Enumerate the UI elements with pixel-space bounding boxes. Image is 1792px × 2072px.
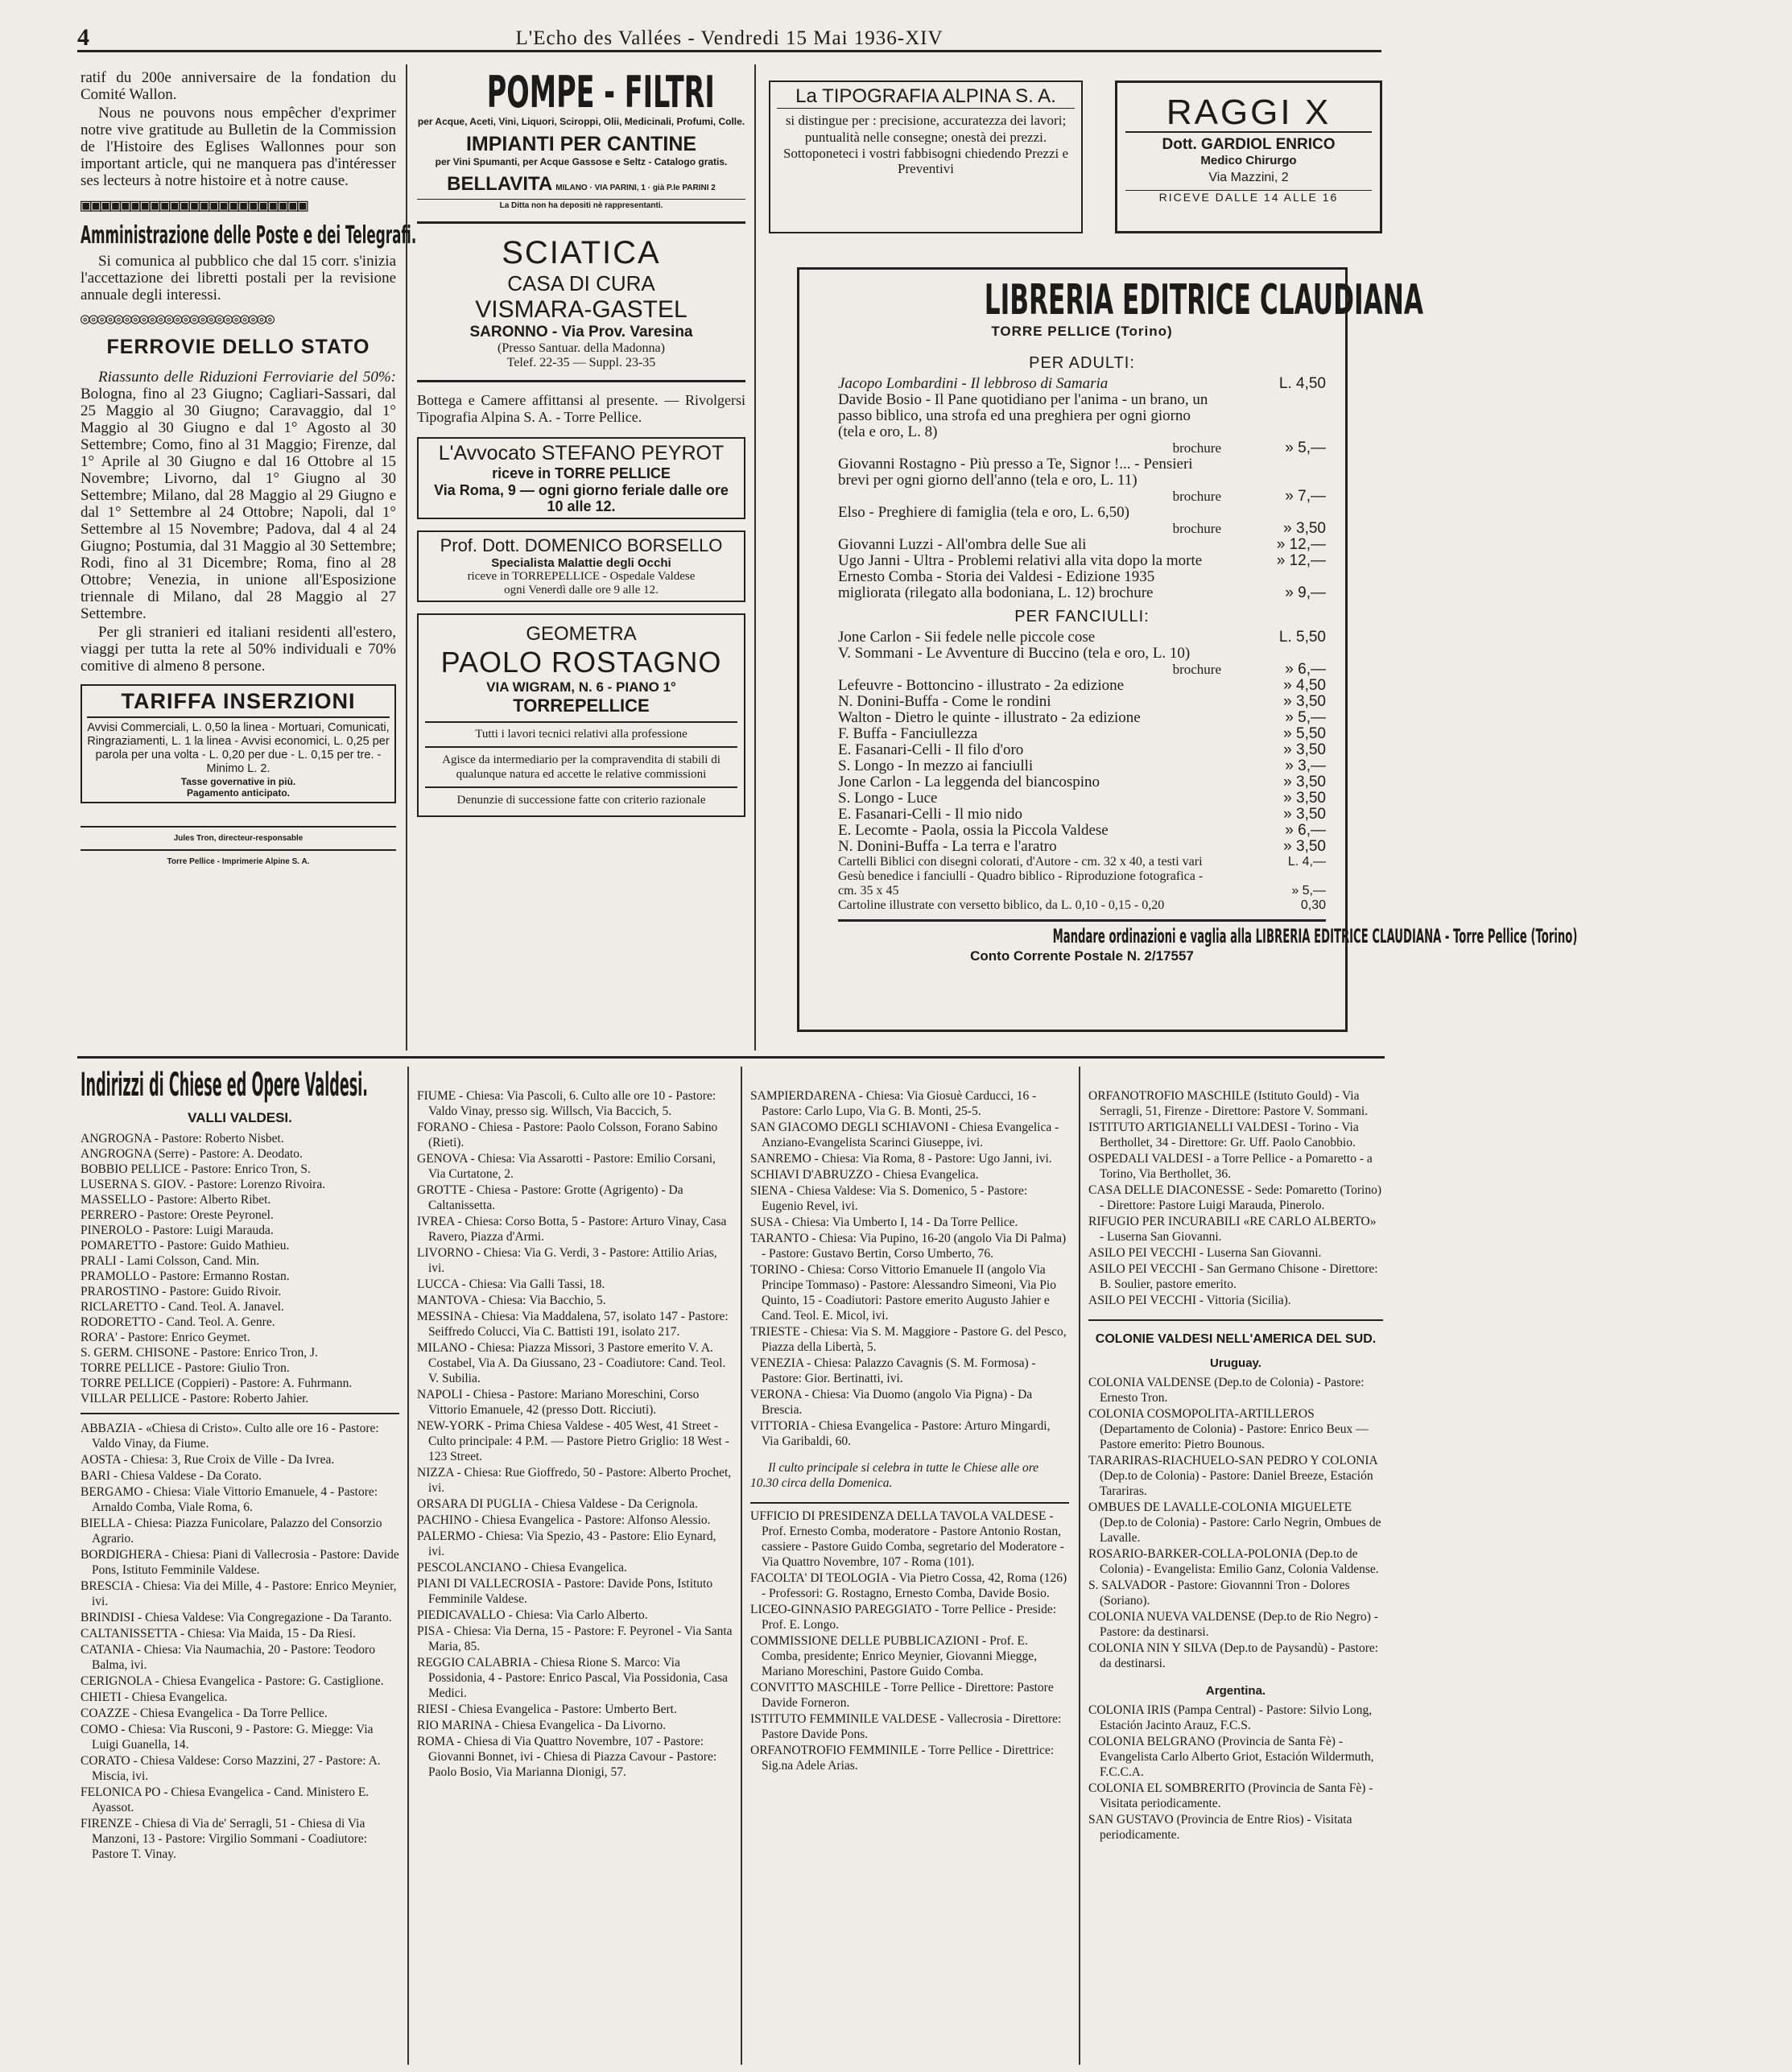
book-item: Giovanni Rostagno - Più presso a Te, Signor !... - Pensieri brevi per ogni giorno dell'anno (tela e oro, L. 11) brochure » 7,— <box>838 456 1326 505</box>
column-rule <box>406 64 407 1050</box>
directory-entry: PRAMOLLO - Pastore: Ermanno Rostan. <box>81 1269 290 1283</box>
directory-entry: TARANTO - Chiesa: Via Pupino, 16-20 (angolo Via Di Palma) - Pastore: Gustavo Bertin, Corso Umberto, 76. <box>750 1232 1067 1261</box>
directory-entry: OSPEDALI VALDESI - a Torre Pellice - a Pomaretto - a Torino, Via Berthollet, 36. <box>1088 1152 1373 1181</box>
culto-note: Il culto principale si celebra in tutte le Chiese alle ore 10.30 circa della Domenica. <box>750 1461 1039 1490</box>
directory-entry: SAN GUSTAVO (Provincia de Entre Rios) - Visitata periodicamente. <box>1088 1813 1352 1842</box>
ornament-rule: ▣▣▣▣▣▣▣▣▣▣▣▣▣▣▣▣▣▣▣▣▣▣▣ <box>81 196 308 216</box>
directory-entry: COLONIA COSMOPOLITA-ARTILLEROS (Departamento de Colonia) - Pastore: Enrico Beux — Pastore emerito: Pietro Bounous. <box>1088 1407 1369 1451</box>
directory-entry: CERIGNOLA - Chiesa Evangelica - Pastore: G. Castiglione. <box>81 1674 384 1688</box>
directory-entry: BOBBIO PELLICE - Pastore: Enrico Tron, S. <box>81 1162 311 1176</box>
casa-cura: CASA DI CURA <box>507 271 655 295</box>
column-middle <box>417 69 745 1051</box>
book-item: Jacopo Lombardini - Il lebbroso di Samaria L. 4,50 <box>838 375 1326 392</box>
directory-entry: MESSINA - Chiesa: Via Maddalena, 57, isolato 147 - Pastore: Seiffredo Colucci, Via C. Battisti 191, isolato 217. <box>417 1310 729 1339</box>
directory-list <box>81 1421 399 1862</box>
page-header <box>77 23 1381 52</box>
raggi-name: Dott. GARDIOL ENRICO <box>1162 136 1336 153</box>
directory-entry: COLONIA NUEVA VALDENSE (Dep.to de Rio Negro) - Pastore: da destinarsi. <box>1088 1610 1378 1639</box>
directory-list <box>1088 1375 1383 1671</box>
directory-entry: PESCOLANCIANO - Chiesa Evangelica. <box>417 1561 627 1575</box>
directory-entry: PRAROSTINO - Pastore: Guido Rivoir. <box>81 1285 282 1298</box>
saronno-address: SARONNO - Via Prov. Varesina <box>469 324 693 341</box>
imprint-printer: Torre Pellice - Imprimerie Alpine S. A. <box>167 857 310 866</box>
avvocato-title: L'Avvocato STEFANO PEYROT <box>438 442 725 464</box>
directory-col-3 <box>750 1088 1069 2065</box>
book-item: Ernesto Comba - Storia dei Valdesi - Edizione 1935 migliorata (rilegato alla bodoniana, L. 12) brochure » 9,— <box>838 568 1326 601</box>
directory-entry: ABBAZIA - «Chiesa di Cristo». Culto alle ore 16 - Pastore: Valdo Vinay, da Fiume. <box>81 1422 379 1451</box>
column-rule <box>754 64 756 1050</box>
directory-list <box>750 1088 1069 1449</box>
directory-entry: ISTITUTO FEMMINILE VALDESE - Vallecrosia - Direttore: Pastore Davide Pons. <box>750 1712 1062 1741</box>
directory-entry: CHIETI - Chiesa Evangelica. <box>81 1690 228 1704</box>
directory-col-1 <box>81 1067 399 2065</box>
directory-entry: PRALI - Lami Colsson, Cand. Min. <box>81 1254 260 1268</box>
directory-entry: ASILO PEI VECCHI - Luserna San Giovanni. <box>1088 1246 1322 1260</box>
directory-entry: CASA DELLE DIACONESSE - Sede: Pomaretto (Torino) - Direttore: Pastore Luigi Marauda, Pinerolo. <box>1088 1183 1381 1212</box>
directory-entry: PIEDICAVALLO - Chiesa: Via Carlo Alberto. <box>417 1608 648 1622</box>
ferrovie-text-2: Per gli stranieri ed italiani residenti all'estero, viaggi per tutta la rete al 50% individuali e 70% comitive di almeno 8 persone. <box>81 624 396 675</box>
vismara-name: VISMARA-GASTEL <box>475 296 687 323</box>
directory-entry: FIUME - Chiesa: Via Pascoli, 6. Culto alle ore 10 - Pastore: Valdo Vinay, presso sig. Willsch, Via Baccich, 5. <box>417 1089 716 1118</box>
doctor-ad <box>417 530 745 602</box>
directory-entry: ASILO PEI VECCHI - Vittoria (Sicilia). <box>1088 1294 1291 1307</box>
bellavita-note: La Ditta non ha depositi nè rappresentanti. <box>417 199 745 210</box>
book-item: Ugo Janni - Ultra - Problemi relativi alla vita dopo la morte » 12,— <box>838 552 1326 569</box>
doctor-specialty: Specialista Malattie degli Occhi <box>491 556 671 570</box>
book-item: S. Longo - Luce » 3,50 <box>838 790 1326 807</box>
directory-list <box>1088 1703 1383 1843</box>
directory-entry: ANGROGNA - Pastore: Roberto Nisbet. <box>81 1132 284 1145</box>
book-item: Jone Carlon - Sii fedele nelle piccole cose L. 5,50 <box>838 629 1326 646</box>
ferrovie-title: FERROVIE DELLO STATO <box>106 336 370 358</box>
ferrovie-lead: Riassunto delle Riduzioni Ferroviarie del 50%: <box>98 369 396 386</box>
directory-entry: RIO MARINA - Chiesa Evangelica - Da Livorno. <box>417 1719 667 1732</box>
geometra-line: Denunzie di successione fatte con criterio razionale <box>456 794 706 807</box>
book-list-adulti <box>838 376 1326 601</box>
directory-entry: BRESCIA - Chiesa: Via dei Mille, 4 - Pastore: Enrico Meynier, ivi. <box>81 1579 397 1608</box>
avvocato-line: riceve in TORRE PELLICE <box>492 465 671 481</box>
directory-entry: UFFICIO DI PRESIDENZA DELLA TAVOLA VALDESE - Prof. Ernesto Comba, moderatore - Pastore Antonio Rostan, cassiere - Pastore Guido Comba, segretario del Moderatore - Via Quattro Novembre, 107 - Roma (101). <box>750 1509 1064 1569</box>
directory-entry: PERRERO - Pastore: Oreste Peyronel. <box>81 1208 274 1222</box>
book-item: Lefeuvre - Bottoncino - illustrato - 2a edizione » 4,50 <box>838 677 1326 694</box>
book-item: N. Donini-Buffa - La terra e l'aratro » 3,50 <box>838 838 1326 855</box>
directory-entry: LICEO-GINNASIO PAREGGIATO - Torre Pellice - Preside: Prof. E. Longo. <box>750 1603 1057 1632</box>
directory-entry: LUCCA - Chiesa: Via Galli Tassi, 18. <box>417 1277 605 1291</box>
doctor-line: riceve in TORREPELLICE - Ospedale Valdese <box>467 570 696 583</box>
directory-entry: ASILO PEI VECCHI - San Germano Chisone - Direttore: B. Soulier, pastore emerito. <box>1088 1262 1378 1291</box>
directory-entry: FORANO - Chiesa - Pastore: Paolo Colsson, Forano Sabino (Rieti). <box>417 1121 718 1150</box>
directory-entry: RORA' - Pastore: Enrico Geymet. <box>81 1331 250 1344</box>
geometra-town: TORREPELLICE <box>513 695 650 716</box>
directory-entry: MANTOVA - Chiesa: Via Bacchio, 5. <box>417 1294 606 1307</box>
directory-entry: BORDIGHERA - Chiesa: Piani di Vallecrosia - Pastore: Davide Pons, Istituto Femminile Valdese. <box>81 1548 399 1577</box>
directory-entry: CALTANISSETTA - Chiesa: Via Maida, 15 - Da Riesi. <box>81 1627 356 1641</box>
directory-entry: VITTORIA - Chiesa Evangelica - Pastore: Arturo Mingardi, Via Garibaldi, 60. <box>750 1419 1051 1448</box>
book-list-fanciulli <box>838 629 1326 913</box>
directory-list <box>417 1088 733 1780</box>
directory-entry: COLONIA EL SOMBRERITO (Provincia de Santa Fè) - Visitata periodicamente. <box>1088 1781 1373 1810</box>
directory-list <box>1088 1088 1383 1308</box>
intro-text: ratif du 200e anniversaire de la fondation du Comité Wallon. <box>81 69 396 103</box>
book-item: E. Fasanari-Celli - Il mio nido » 3,50 <box>838 806 1326 823</box>
directory-entry: ROMA - Chiesa di Via Quattro Novembre, 107 - Pastore: Giovanni Bonnet, ivi - Chiesa di Piazza Cavour - Pastore: Paolo Bosio, Via Marianna Dionigi, 57. <box>417 1735 717 1779</box>
directory-entry: PIANI DI VALLECROSIA - Pastore: Davide Pons, Istituto Femminile Valdese. <box>417 1577 713 1606</box>
pompe-ad <box>417 69 745 210</box>
poste-text: Si comunica al pubblico che dal 15 corr. s'inizia l'accettazione dei libretti postali per la revisione annuale degli interessi. <box>81 253 396 303</box>
directory-entry: REGGIO CALABRIA - Chiesa Rione S. Marco: Via Possidonia, 4 - Pastore: Enrico Pascal, Via Possidonia, Casa Medici. <box>417 1656 729 1700</box>
bellavita-address: MILANO · VIA PARINI, 1 · già P.le PARINI 2 <box>555 184 716 192</box>
book-item: Giovanni Luzzi - All'ombra delle Sue ali » 12,— <box>838 536 1326 553</box>
directory-entry: MASSELLO - Pastore: Alberto Ribet. <box>81 1193 271 1207</box>
directory-list <box>81 1131 399 1406</box>
directory-entry: CATANIA - Chiesa: Via Naumachia, 20 - Pastore: Teodoro Balma, ivi. <box>81 1643 375 1672</box>
directory-entry: FACOLTA' DI TEOLOGIA - Via Pietro Cossa, 42, Roma (126) - Professori: G. Rostagno, Ernesto Comba, Davide Bosio. <box>750 1571 1067 1600</box>
book-item: Elso - Preghiere di famiglia (tela e oro, L. 6,50) brochure » 3,50 <box>838 504 1326 537</box>
directory-entry: TARARIRAS-RIACHUELO-SAN PEDRO Y COLONIA (Dep.to de Colonia) - Pastore: Daniel Breeze, Estación Tarariras. <box>1088 1454 1377 1498</box>
libreria-conto: Conto Corrente Postale N. 2/17557 <box>970 948 1194 964</box>
directory-list <box>750 1509 1069 1773</box>
column-rule <box>741 1067 742 2065</box>
imprint-director: Jules Tron, directeur-responsable <box>173 834 303 843</box>
directory-entry: GROTTE - Chiesa - Pastore: Grotte (Agrigento) - Da Caltanissetta. <box>417 1183 683 1212</box>
directory-entry: VENEZIA - Chiesa: Palazzo Cavagnis (S. M. Formosa) - Pastore: Gior. Bertinatti, ivi. <box>750 1356 1036 1385</box>
directory-entry: BERGAMO - Chiesa: Viale Vittorio Emanuele, 4 - Pastore: Arnaldo Comba, Viale Roma, 6. <box>81 1485 378 1514</box>
directory-entry: S. SALVADOR - Pastore: Giovannni Tron - Dolores (Soriano). <box>1088 1579 1350 1608</box>
directory-col-4 <box>1088 1088 1383 2065</box>
directory-entry: FIRENZE - Chiesa di Via de' Serragli, 51 - Chiesa di Via Manzoni, 13 - Pastore: Virgilio Sommani - Coadiutore: Pastore T. Vinay. <box>81 1817 368 1861</box>
column-left <box>81 69 417 1051</box>
directory-entry: BARI - Chiesa Valdese - Da Corato. <box>81 1469 262 1483</box>
valli-heading: VALLI VALDESI. <box>188 1110 292 1125</box>
geometra-title: GEOMETRA <box>526 623 637 645</box>
tariffa-note: Tasse governative in più. <box>180 776 296 787</box>
sciatica-title: SCIATICA <box>502 235 661 270</box>
directory-entry: COLONIA VALDENSE (Dep.to de Colonia) - Pastore: Ernesto Tron. <box>1088 1376 1365 1405</box>
directory-entry: RODORETTO - Cand. Teol. A. Genre. <box>81 1315 275 1329</box>
avvocato-line: Via Roma, 9 — ogni giorno feriale dalle ore 10 alle 12. <box>434 482 729 514</box>
directory-entry: PACHINO - Chiesa Evangelica - Pastore: Alfonso Alessio. <box>417 1513 711 1527</box>
book-item: Gesù benedice i fanciulli - Quadro biblico - Riproduzione fotografica - cm. 35 x 45 » 5,— <box>838 869 1326 898</box>
bellavita-name: BELLAVITA <box>447 173 553 195</box>
directory-entry: COLONIA NIN Y SILVA (Dep.to de Paysandù) - Pastore: da destinarsi. <box>1088 1641 1379 1670</box>
directory-entry: SAMPIERDARENA - Chiesa: Via Giosuè Carducci, 16 - Pastore: Carlo Lupo, Via G. B. Monti, 25-5. <box>750 1089 1037 1118</box>
directory-entry: ORSARA DI PUGLIA - Chiesa Valdese - Da Cerignola. <box>417 1497 698 1511</box>
argentina-heading: Argentina. <box>1205 1684 1266 1698</box>
directory-entry: LUSERNA S. GIOV. - Pastore: Lorenzo Rivoira. <box>81 1178 326 1191</box>
section-adulti: PER ADULTI: <box>1029 354 1135 372</box>
colonie-heading: COLONIE VALDESI NELL'AMERICA DEL SUD. <box>1095 1332 1377 1346</box>
directory-entry: COMO - Chiesa: Via Rusconi, 9 - Pastore: G. Miegge: Via Luigi Guanella, 14. <box>81 1723 374 1752</box>
book-item: Jone Carlon - La leggenda del biancospino » 3,50 <box>838 774 1326 790</box>
directory-entry: ISTITUTO ARTIGIANELLI VALDESI - Torino - Via Berthollet, 34 - Direttore: Gr. Uff. Paolo Canobbio. <box>1088 1121 1359 1150</box>
column-rule <box>1079 1067 1080 2065</box>
indirizzi-title: Indirizzi di Chiese ed Opere Valdesi. <box>81 1067 368 1104</box>
book-item: E. Fasanari-Celli - Il filo d'oro » 3,50 <box>838 741 1326 758</box>
directory-entry: PINEROLO - Pastore: Luigi Marauda. <box>81 1224 274 1237</box>
directory-entry: CORATO - Chiesa Valdese: Corso Mazzini, 27 - Pastore: A. Miscia, ivi. <box>81 1754 381 1783</box>
geometra-address: VIA WIGRAM, N. 6 - PIANO 1° <box>486 679 676 695</box>
geometra-ad <box>417 613 745 817</box>
directory-entry: MILANO - Chiesa: Piazza Missori, 3 Pastore emerito V. A. Costabel, Via A. Da Giussano, 23 - Coadiutore: Cand. Teol. V. Subilia. <box>417 1341 726 1385</box>
tipografia-title: La TIPOGRAFIA ALPINA S. A. <box>777 85 1075 109</box>
book-item: S. Longo - In mezzo ai fanciulli » 3,— <box>838 757 1326 774</box>
directory-entry: SANREMO - Chiesa: Via Roma, 8 - Pastore: Ugo Janni, ivi. <box>750 1152 1052 1166</box>
libreria-title: LIBRERIA EDITRICE CLAUDIANA <box>984 276 1424 324</box>
directory-entry: TORINO - Chiesa: Corso Vittorio Emanuele II (angolo Via Principe Tommaso) - Pastore: Alessandro Simeoni, Via Pio Quinto, 15 - Coadiutori: Pastore emerito Augusto Jahier e Cand. Teol. E. Micol, ivi. <box>750 1263 1056 1323</box>
sciatica-ad <box>417 235 745 370</box>
directory-entry: VILLAR PELLICE - Pastore: Roberto Jahier. <box>81 1392 309 1405</box>
geometra-line: Agisce da intermediario per la compravendita di stabili di qualunque natura ed accette le relative commissioni <box>442 753 721 781</box>
book-item: Davide Bosio - Il Pane quotidiano per l'anima - un brano, un passo biblico, una strofa ed una preghiera per ogni giorno (tela e oro, L. 8) brochure » 5,— <box>838 391 1326 456</box>
tariffa-note: Pagamento anticipato. <box>186 787 291 799</box>
directory-entry: CONVITTO MASCHILE - Torre Pellice - Direttore: Pastore Davide Forneron. <box>750 1681 1054 1710</box>
directory-entry: PALERMO - Chiesa: Via Spezio, 43 - Pastore: Elio Eynard, ivi. <box>417 1529 716 1558</box>
directory-entry: NEW-YORK - Prima Chiesa Valdese - 405 West, 41 Street - Culto principale: 4 P.M. — Pastore Pietro Griglio: 18 West - 123 Street. <box>417 1419 729 1463</box>
raggi-hours: RICEVE DALLE 14 ALLE 16 <box>1125 190 1372 204</box>
directory-col-2 <box>417 1088 733 2065</box>
page-number: 4 <box>77 24 89 51</box>
book-item: E. Lecomte - Paola, ossia la Piccola Valdese » 6,— <box>838 822 1326 839</box>
directory-entry: NAPOLI - Chiesa - Pastore: Mariano Moreschini, Corso Vittorio Emanuele, 42 (presso Dott. Ricciuti). <box>417 1388 700 1417</box>
tipografia-ad <box>769 80 1083 233</box>
directory-entry: IVREA - Chiesa: Corso Botta, 5 - Pastore: Arturo Vinay, Casa Ravero, Piazza d'Armi. <box>417 1215 727 1244</box>
bottega-ad: Bottega e Camere affittansi al presente. — Rivolgersi Tipografia Alpina S. A. - Torre Pellice. <box>417 392 745 425</box>
pompe-subtitle: per Acque, Aceti, Vini, Liquori, Sciroppi, Olii, Medicinali, Profumi, Colle. <box>417 116 745 127</box>
poste-title: Amministrazione delle Poste e dei Telegrafi. <box>81 221 417 250</box>
tipografia-text-2: Sottoponeteci i vostri fabbisogni chiedendo Prezzi e Preventivi <box>782 146 1069 176</box>
intro-paragraph: Nous ne pouvons nous empêcher d'exprimer notre vive gratitude au Bulletin de la Commission de l'Histoire des Eglises Wallonnes pour son important article, qui ne manquera pas d'intéresser ses lecteurs à notre histoire et à notre cause. <box>81 105 396 189</box>
directory-entry: ROSARIO-BARKER-COLLA-POLONIA (Dep.to de Colonia) - Evangelista: Emilio Ganz, Colonia Valdense. <box>1088 1547 1379 1576</box>
ornament-rule: ◎◎◎◎◎◎◎◎◎◎◎◎◎◎◎◎◎◎◎◎◎◎◎ <box>81 310 275 328</box>
sciatica-phone: Telef. 22-35 — Suppl. 23-35 <box>506 356 656 369</box>
ferrovie-text: Bologna, fino al 23 Giugno; Cagliari-Sassari, dal 25 Maggio al 30 Giugno; Caravaggio, dal 1° Maggio al 30 Giugno e dal 1° Agosto al 30 Settembre; Como, fino al 31 Maggio; Firenze, dal 1° Aprile al 30 Giugno e dal 16 Ottobre al 15 Novembre; Livorno, dal 1° Giugno al 30 Settembre; Milano, dal 28 Maggio al 29 Giugno e dal 1° Settembre al 24 Ottobre; Napoli, dal 1° Settembre al 15 Novembre; Padova, dal 4 al 24 Giugno; Postumia, dal 31 Maggio al 30 Settembre; Rodi, fino al 31 Dicembre; Roma, fino al 28 Ottobre; Venezia, in unione all'Esposizione triennale di Milano, dal 28 Maggio al 27 Settembre. <box>81 386 396 622</box>
directory-entry: SCHIAVI D'ABRUZZO - Chiesa Evangelica. <box>750 1168 979 1182</box>
directory-entry: RIESI - Chiesa Evangelica - Pastore: Umberto Bert. <box>417 1703 677 1716</box>
raggi-role: Medico Chirurgo <box>1200 154 1297 167</box>
directory-entry: POMARETTO - Pastore: Guido Mathieu. <box>81 1239 290 1253</box>
directory-entry: COLONIA IRIS (Pampa Central) - Pastore: Silvio Long, Estación Jacinto Arauz, F.C.S. <box>1088 1703 1373 1732</box>
geometra-name: PAOLO ROSTAGNO <box>440 646 722 679</box>
raggi-ad <box>1115 80 1382 233</box>
tariffa-box <box>81 684 396 803</box>
book-item: V. Sommani - Le Avventure di Buccino (tela e oro, L. 10) brochure » 6,— <box>838 645 1326 678</box>
directory-entry: ANGROGNA (Serre) - Pastore: A. Deodato. <box>81 1147 303 1161</box>
saronno-note: (Presso Santuar. della Madonna) <box>498 341 665 355</box>
book-item: Cartelli Biblici con disegni colorati, d'Autore - cm. 32 x 40, a testi vari L. 4,— <box>838 855 1326 869</box>
raggi-address: Via Mazzini, 2 <box>1208 171 1289 184</box>
directory-entry: S. GERM. CHISONE - Pastore: Enrico Tron, J. <box>81 1346 318 1360</box>
directory-entry: RIFUGIO PER INCURABILI «RE CARLO ALBERTO» - Luserna San Giovanni. <box>1088 1215 1377 1244</box>
directory-entry: NIZZA - Chiesa: Rue Gioffredo, 50 - Pastore: Alberto Prochet, ivi. <box>417 1466 732 1495</box>
directory-entry: SAN GIACOMO DEGLI SCHIAVONI - Chiesa Evangelica - Anziano-Evangelista Scarinci Giuseppe, ivi. <box>750 1121 1059 1150</box>
pompe-title: POMPE - FILTRI <box>486 67 715 118</box>
tipografia-text: si distingue per : precisione, accuratezza dei lavori; puntualità nelle consegne; onestà dei prezzi. <box>785 113 1067 145</box>
tariffa-text: Avvisi Commerciali, L. 0,50 la linea - Mortuari, Comunicati, Ringraziamenti, L. 1 la linea - Avvisi economici, L. 0,25 per parola per una volta - L. 0,20 per due - L. 0,15 per tre. - Minimo L. 2. <box>87 721 390 775</box>
uruguay-heading: Uruguay. <box>1210 1356 1261 1370</box>
directory-entry: COMMISSIONE DELLE PUBBLICAZIONI - Prof. E. Comba, presidente; Enrico Meynier, Giovanni Miegge, Mariano Moreschini, Pastore Guido Comba. <box>750 1634 1038 1678</box>
avvocato-ad <box>417 437 745 519</box>
directory-entry: ORFANOTROFIO FEMMINILE - Torre Pellice - Direttrice: Sig.na Adele Arias. <box>750 1744 1055 1773</box>
directory-entry: GENOVA - Chiesa: Via Assarotti - Pastore: Emilio Corsani, Via Curtatone, 2. <box>417 1152 716 1181</box>
directory-entry: RICLARETTO - Cand. Teol. A. Janavel. <box>81 1300 284 1314</box>
impianti-title: IMPIANTI PER CANTINE <box>465 133 697 155</box>
directory-entry: COLONIA BELGRANO (Provincia de Santa Fè) - Evangelista Carlo Alberto Griot, Estación Wildermuth, F.C.C.A. <box>1088 1735 1374 1779</box>
directory-entry: COAZZE - Chiesa Evangelica - Da Torre Pellice. <box>81 1707 328 1720</box>
book-item: F. Buffa - Fanciullezza » 5,50 <box>838 725 1326 742</box>
directory-entry: SIENA - Chiesa Valdese: Via S. Domenico, 5 - Pastore: Eugenio Revel, ivi. <box>750 1184 1028 1213</box>
libreria-ad <box>797 267 1578 1032</box>
masthead-title: L'Echo des Vallées - Vendredi 15 Mai 1936-XIV <box>515 27 943 49</box>
libreria-order: Mandare ordinazioni e vaglia alla LIBRERIA EDITRICE CLAUDIANA - Torre Pellice (Torino) <box>1052 925 1578 947</box>
directory-entry: BIELLA - Chiesa: Piazza Funicolare, Palazzo del Consorzio Agrario. <box>81 1517 382 1546</box>
directory-entry: FELONICA PO - Chiesa Evangelica - Cand. Ministero E. Ayassot. <box>81 1785 370 1814</box>
book-item: Cartoline illustrate con versetto biblico, da L. 0,10 - 0,15 - 0,20 0,30 <box>838 898 1326 912</box>
directory-entry: TORRE PELLICE (Coppieri) - Pastore: A. Fuhrmann. <box>81 1377 353 1390</box>
section-fanciulli: PER FANCIULLI: <box>1014 608 1150 625</box>
directory-entry: SUSA - Chiesa: Via Umberto I, 14 - Da Torre Pellice. <box>750 1216 1018 1229</box>
doctor-line: ogni Venerdì dalle ore 9 alle 12. <box>504 584 659 596</box>
directory-entry: PISA - Chiesa: Via Derna, 15 - Pastore: F. Peyronel - Via Santa Maria, 85. <box>417 1624 733 1653</box>
directory-entry: OMBUES DE LAVALLE-COLONIA MIGUELETE (Dep.to de Colonia) - Pastore: Carlo Negrin, Ombues de Lavalle. <box>1088 1500 1381 1545</box>
directory-entry: TRIESTE - Chiesa: Via S. M. Maggiore - Pastore G. del Pesco, Piazza della Libertà, 5. <box>750 1325 1067 1354</box>
book-item: N. Donini-Buffa - Come le rondini » 3,50 <box>838 693 1326 710</box>
impianti-subtitle: per Vini Spumanti, per Acque Gassose e Seltz - Catalogo gratis. <box>435 156 728 167</box>
tariffa-title: TARIFFA INSERZIONI <box>87 689 390 718</box>
directory-entry: VERONA - Chiesa: Via Duomo (angolo Via Pigna) - Da Brescia. <box>750 1388 1033 1417</box>
raggi-title: RAGGI X <box>1125 94 1372 133</box>
geometra-line: Tutti i lavori tecnici relativi alla professione <box>475 728 687 741</box>
doctor-title: Prof. Dott. DOMENICO BORSELLO <box>440 535 723 555</box>
section-rule <box>77 1056 1385 1059</box>
directory-entry: BRINDISI - Chiesa Valdese: Via Congregazione - Da Taranto. <box>81 1611 392 1624</box>
directory-entry: ORFANOTROFIO MASCHILE (Istituto Gould) - Via Serragli, 51, Firenze - Direttore: Pastore V. Sommani. <box>1088 1089 1369 1118</box>
directory-entry: AOSTA - Chiesa: 3, Rue Croix de Ville - Da Ivrea. <box>81 1453 335 1467</box>
directory-entry: LIVORNO - Chiesa: Via G. Verdi, 3 - Pastore: Attilio Arias, ivi. <box>417 1246 717 1275</box>
libreria-place: TORRE PELLICE (Torino) <box>991 324 1173 339</box>
directory-entry: TORRE PELLICE - Pastore: Giulio Tron. <box>81 1361 290 1375</box>
column-rule <box>407 1067 409 2065</box>
book-item: Walton - Dietro le quinte - illustrato - 2a edizione » 5,— <box>838 709 1326 726</box>
